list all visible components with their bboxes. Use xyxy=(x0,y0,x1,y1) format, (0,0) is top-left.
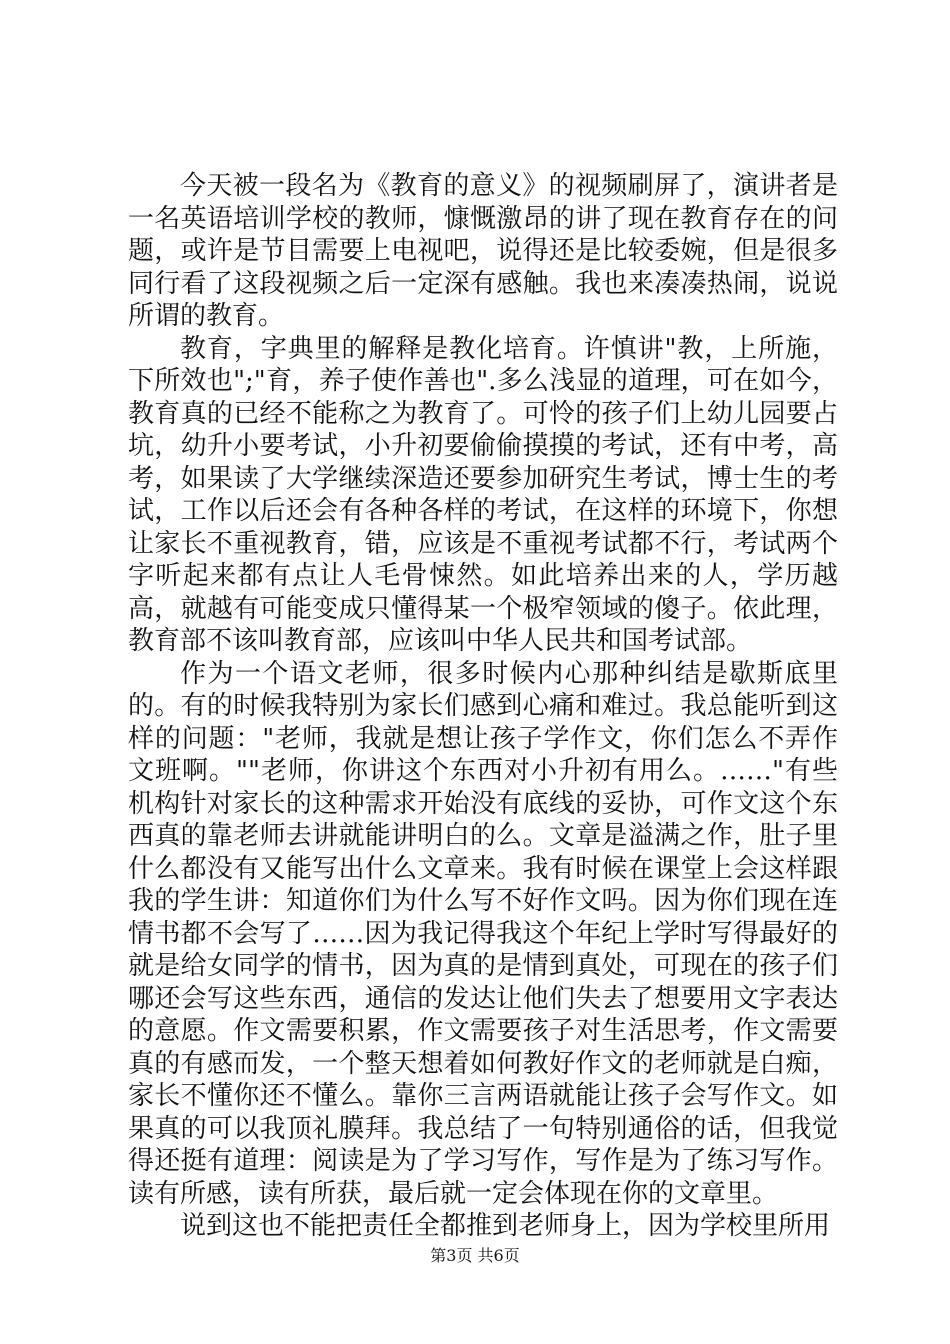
paragraph-3: 作为一个语文老师，很多时候内心那种纠结是歇斯底里的。有的时候我特别为家长们感到心痛和难过。我总能听到这样的问题："老师，我就是想让孩子学作文，你们怎么不弄作文班啊。""老师，你讲这个东西对小升初有用么。……"有些机构针对家长的这种需求开始没有底线的妥协，可作文这个东西真的靠老师去讲就能讲明白的么。文章是溢满之作，肚子里什么都没有又能写出什么文章来。我有时候在课堂上会这样跟我的学生讲：知道你们为什么写不好作文吗。因为你们现在连情书都不会写了……因为我记得我这个年纪上学时写得最好的就是给女同学的情书，因为真的是情到真处，可现在的孩子们哪还会写这些东西，通信的发达让他们失去了想要用文字表达的意愿。作文需要积累，作文需要孩子对生活思考，作文需要真的有感而发，一个整天想着如何教好作文的老师就是白痴，家长不懂你还不懂么。靠你三言两语就能让孩子会写作文。如果真的可以我顶礼膜拜。我总结了一句特别通俗的话，但我觉得还挺有道理：阅读是为了学习写作，写作是为了练习写作。读有所感，读有所获，最后就一定会体现在你的文章里。 xyxy=(128,658,838,1209)
paragraph-1: 今天被一段名为《教育的意义》的视频刷屏了，演讲者是一名英语培训学校的教师，慷慨激昂的讲了现在教育存在的问题，或许是节目需要上电视吧，说得还是比较委婉，但是很多同行看了这段视频之后一定深有感触。我也来凑凑热闹，说说所谓的教育。 xyxy=(128,171,838,331)
page-footer: 第3页 共6页 xyxy=(430,1246,520,1265)
paragraph-4: 说到这也不能把责任全都推到老师身上，因为学校里所用 xyxy=(180,1211,831,1241)
body-text xyxy=(128,170,838,1243)
paragraph-2: 教育，字典里的解释是教化培育。许慎讲"教，上所施，下所效也";"育，养子使作善也".多么浅显的道理，可在如今，教育真的已经不能称之为教育了。可怜的孩子们上幼儿园要占坑，幼升小要考试，小升初要偷偷摸摸的考试，还有中考，高考，如果读了大学继续深造还要参加研究生考试，博士生的考试，工作以后还会有各种各样的考试，在这样的环境下，你想让家长不重视教育，错，应该是不重视考试都不行，考试两个字听起来都有点让人毛骨悚然。如此培养出来的人，学历越高，就越有可能变成只懂得某一个极窄领域的傻子。依此理，教育部不该叫教育部，应该叫中华人民共和国考试部。 xyxy=(128,333,838,656)
